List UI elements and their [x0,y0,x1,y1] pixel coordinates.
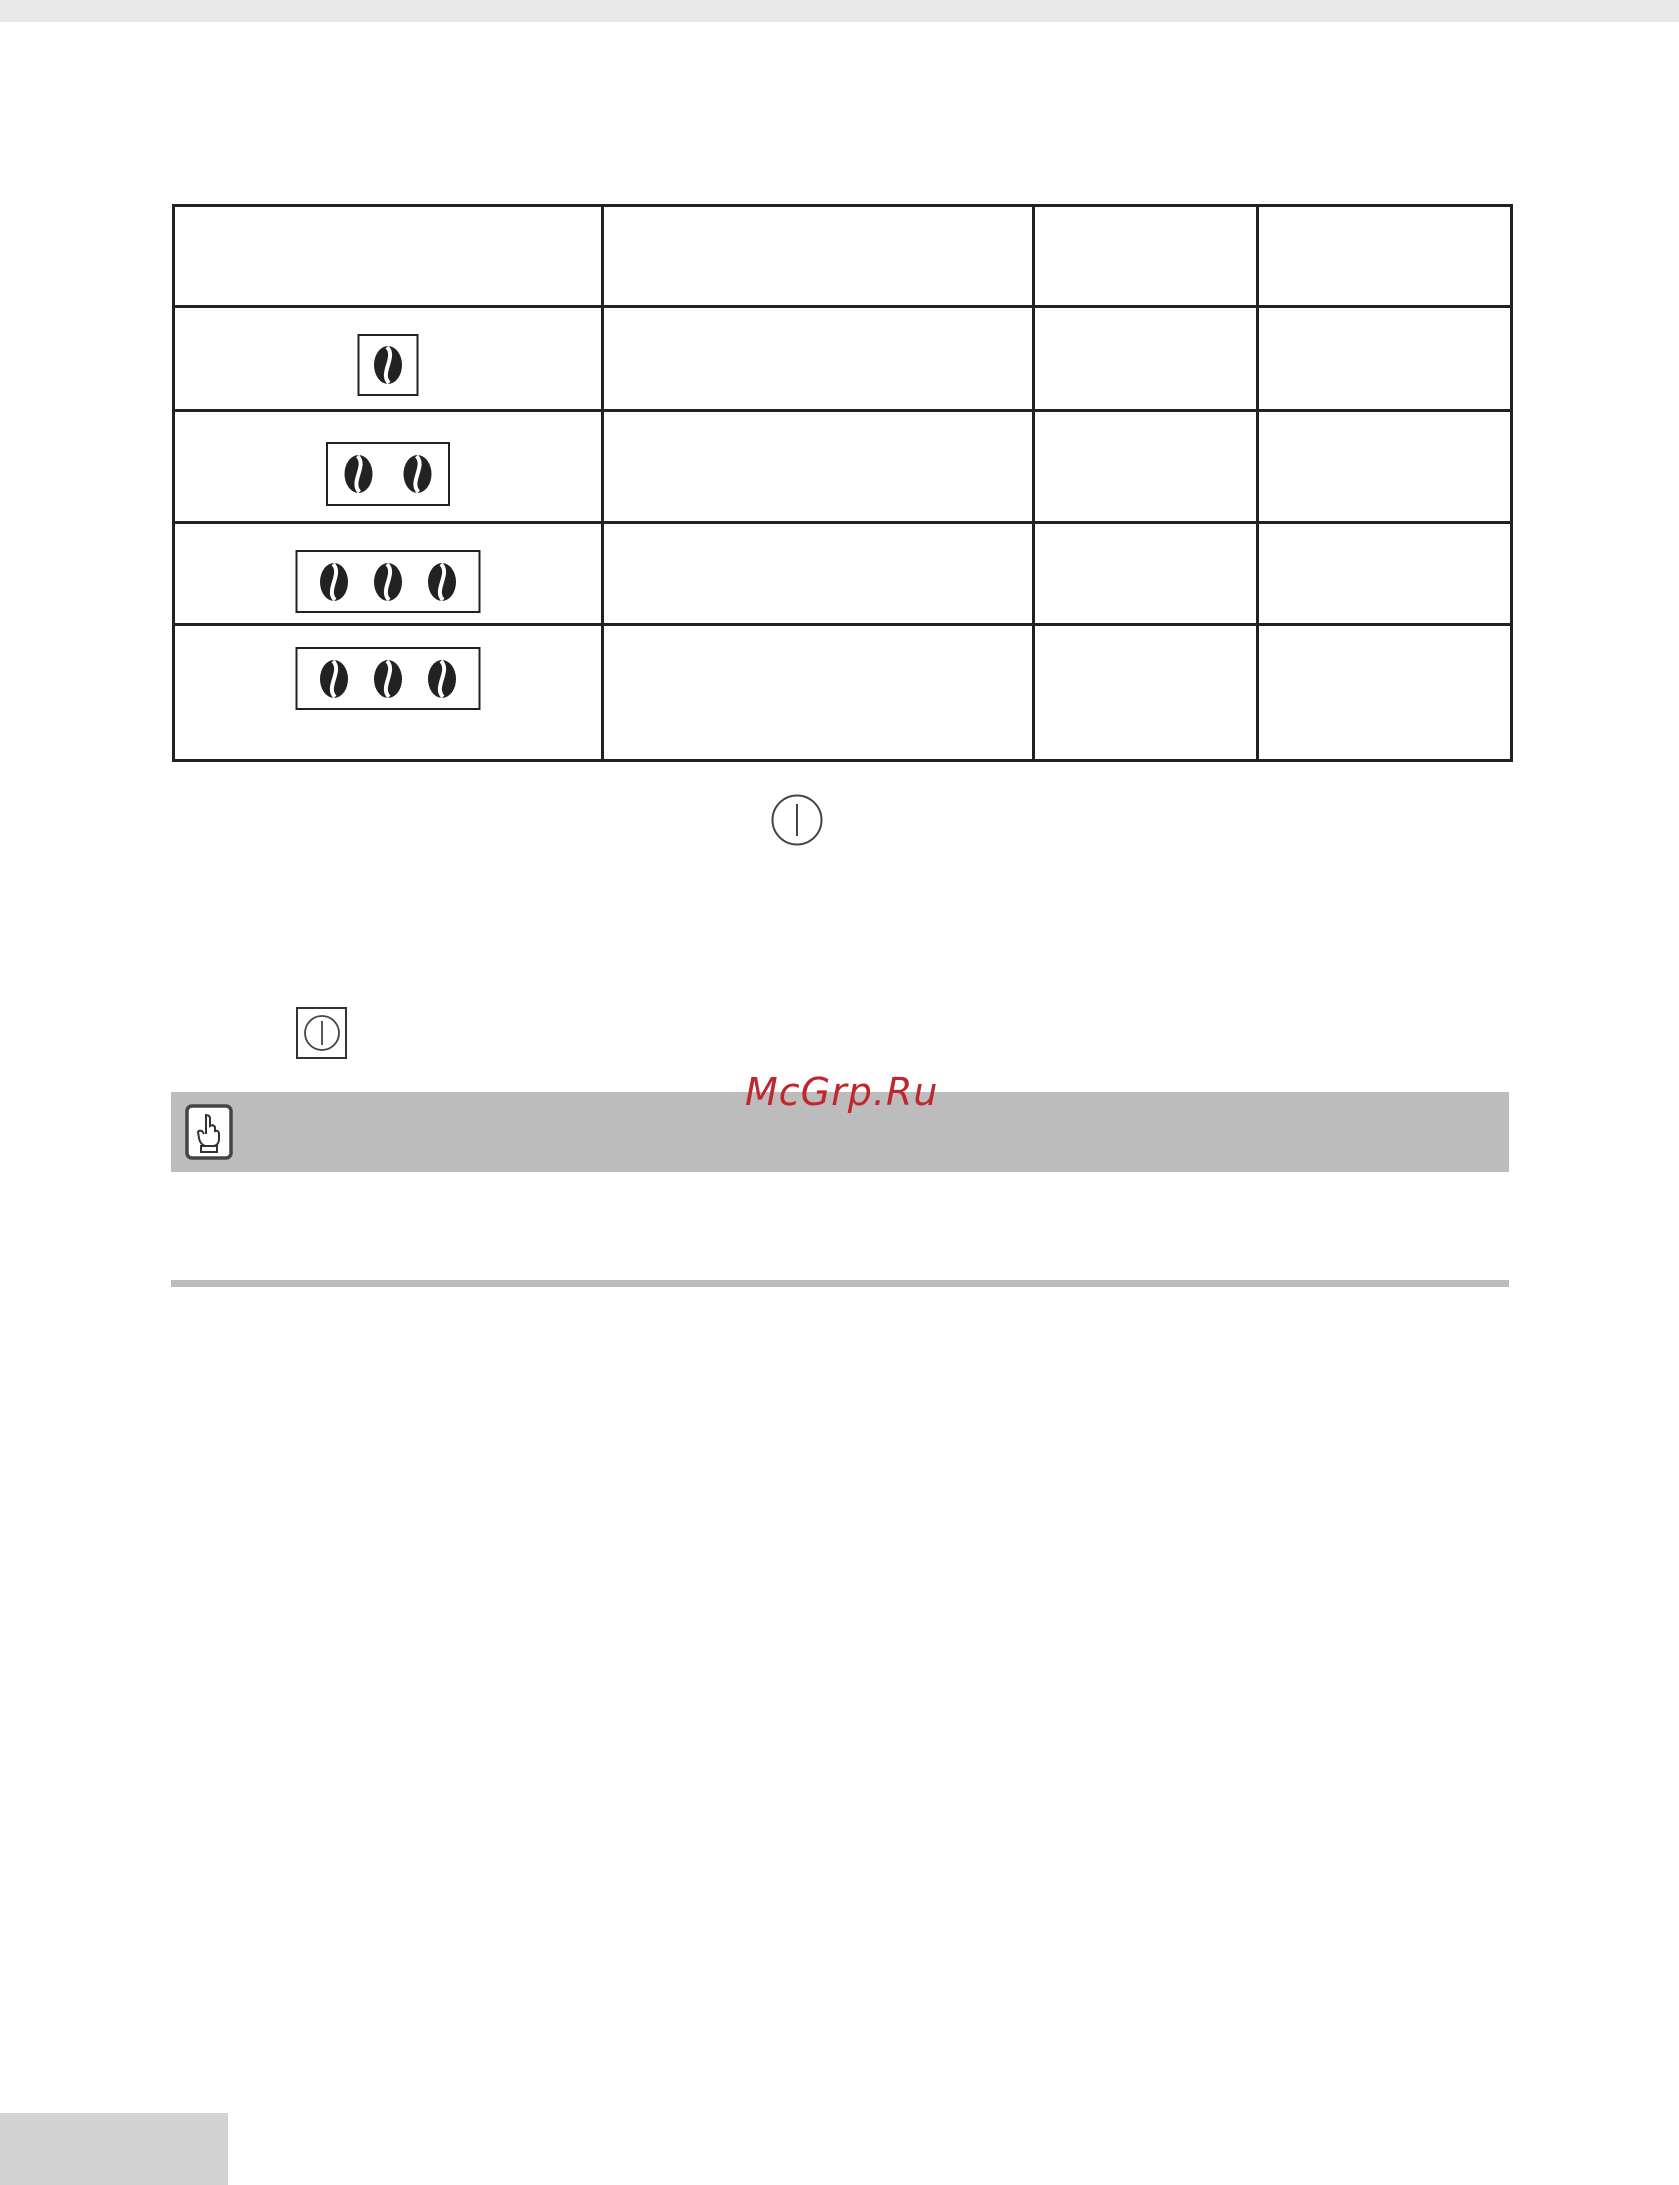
table-cell [603,625,1034,761]
coffee-bean-icon [316,560,353,604]
table-cell [1258,307,1512,411]
strength-level-cell [174,625,603,761]
page-footer-tab [0,2113,228,2185]
table-cell [603,523,1034,625]
section-divider [171,1280,1509,1287]
coffee-bean-icon [399,452,436,496]
power-icon [770,794,824,846]
watermark-text: McGrp.Ru [745,1070,939,1114]
strength-2-bean-box [326,442,450,506]
table-row [174,307,1512,411]
table-row [174,523,1512,625]
table-cell [603,411,1034,523]
coffee-bean-icon [424,560,461,604]
strength-1-bean-box [358,334,419,396]
coffee-bean-icon [370,560,407,604]
coffee-bean-icon [370,657,407,701]
table-cell [1258,206,1512,307]
table-cell [603,206,1034,307]
table-cell [1034,411,1258,523]
coffee-strength-table [172,204,1513,762]
table-cell [174,206,603,307]
table-cell [1034,625,1258,761]
page-top-bar [0,0,1679,22]
table-row [174,411,1512,523]
table-cell [1258,411,1512,523]
power-button-icon [296,1007,347,1059]
power-icon [302,1013,342,1053]
table-header-row [174,206,1512,307]
table-cell [1034,206,1258,307]
table-cell [1034,523,1258,625]
table-cell [1258,625,1512,761]
strength-3-bean-box [296,550,481,613]
table-cell [1258,523,1512,625]
table-cell [1034,307,1258,411]
coffee-bean-icon [340,452,377,496]
pointing-hand-note-icon [185,1104,233,1160]
coffee-bean-icon [316,657,353,701]
coffee-bean-icon [370,343,407,387]
strength-level-cell [174,307,603,411]
table-cell [603,307,1034,411]
strength-level-cell [174,523,603,625]
strength-level-cell [174,411,603,523]
table-row [174,625,1512,761]
strength-3-bean-box [296,647,481,710]
coffee-bean-icon [424,657,461,701]
